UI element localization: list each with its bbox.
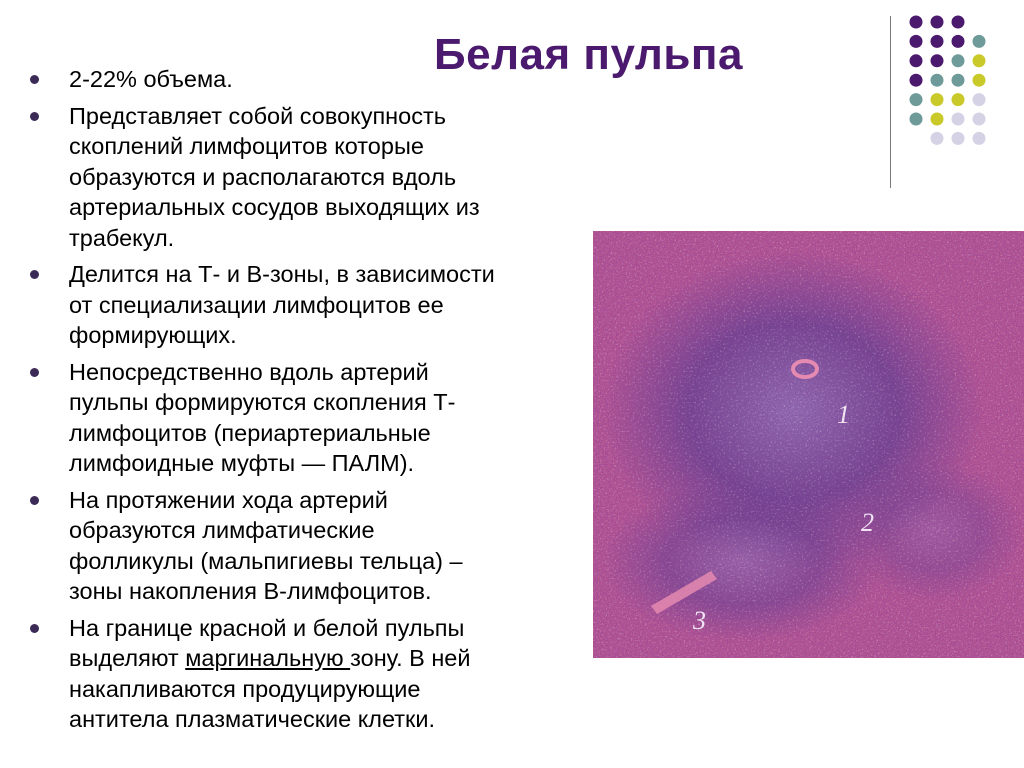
bullet-line: Представляет собой совокупность — [69, 102, 446, 129]
decorative-dot — [931, 113, 944, 126]
decorative-dot — [931, 132, 944, 145]
decorative-dot — [952, 54, 965, 67]
decorative-dot — [910, 93, 923, 106]
bullet-line: образуются лимфатические — [69, 517, 375, 543]
underlined-term: маргинальную — [185, 645, 351, 671]
decorative-dot — [973, 74, 986, 87]
decorative-dot — [910, 113, 923, 126]
bullet-item — [30, 613, 590, 735]
decorative-dot — [952, 132, 965, 145]
decorative-divider — [890, 16, 891, 188]
bullet-line: антитела плазматические клетки. — [69, 706, 435, 732]
bullet-item — [30, 101, 590, 254]
decorative-dot — [931, 54, 944, 67]
bullet-item — [30, 357, 590, 479]
bullet-line: лимфоцитов (периартериальные — [69, 419, 431, 446]
bullet-line: На границе красной и белой пульпы — [69, 614, 465, 641]
slide-title: Белая пульпа — [434, 30, 743, 79]
bullet-line: от специализации лимфоцитов ее — [69, 291, 444, 318]
bullet-line: фолликулы (мальпигиевы тельца) – — [69, 547, 463, 574]
bullet-line: формирующих. — [69, 322, 237, 348]
decorative-dot — [952, 16, 965, 29]
bullet-line: Непосредственно вдоль артерий — [69, 358, 429, 385]
bullet-line: зону. В ней — [350, 645, 471, 671]
image-label: 3 — [693, 606, 706, 635]
decorative-dot — [910, 74, 923, 87]
decorative-dot — [973, 54, 986, 67]
bullet-line: выделяют — [69, 645, 186, 671]
decorative-dot — [973, 93, 986, 106]
decorative-dot — [931, 93, 944, 106]
bullet-line: зоны накопления В-лимфоцитов. — [69, 578, 432, 604]
image-label: 2 — [861, 508, 874, 537]
decorative-dot — [931, 74, 944, 87]
decorative-dot — [952, 35, 965, 48]
bullet-item — [30, 485, 590, 607]
bullet-line: трабекул. — [69, 224, 175, 251]
image-label: 1 — [837, 400, 850, 429]
bullet-line: лимфоидные муфты — ПАЛМ). — [69, 450, 415, 476]
bullet-line: На протяжении хода артерий — [69, 486, 388, 513]
bullet-line: артериальных сосудов выходящих из — [69, 194, 480, 220]
bullet-line: пульпы формируются скопления Т- — [69, 389, 456, 415]
bullet-line: образуются и располагаются вдоль — [69, 163, 457, 190]
decorative-dot — [952, 93, 965, 106]
decorative-dot — [973, 113, 986, 126]
histology-image — [593, 231, 1024, 658]
decorative-dot — [973, 132, 986, 145]
bullet-list — [30, 64, 590, 741]
decorative-dot — [973, 35, 986, 48]
decorative-dot — [910, 54, 923, 67]
bullet-line: скоплений лимфоцитов которые — [69, 133, 424, 159]
decorative-dot — [910, 16, 923, 29]
decorative-dot — [910, 35, 923, 48]
bullet-line: накапливаются продуцирующие — [69, 675, 421, 702]
bullet-line: 2-22% объема. — [69, 66, 233, 92]
bullet-line: Делится на Т- и В-зоны, в зависимости — [69, 261, 495, 287]
bullet-item — [30, 64, 590, 95]
decorative-dot — [931, 16, 944, 29]
decorative-dot — [952, 113, 965, 126]
bullet-item — [30, 259, 590, 351]
decorative-dot — [952, 74, 965, 87]
decorative-dot — [931, 35, 944, 48]
